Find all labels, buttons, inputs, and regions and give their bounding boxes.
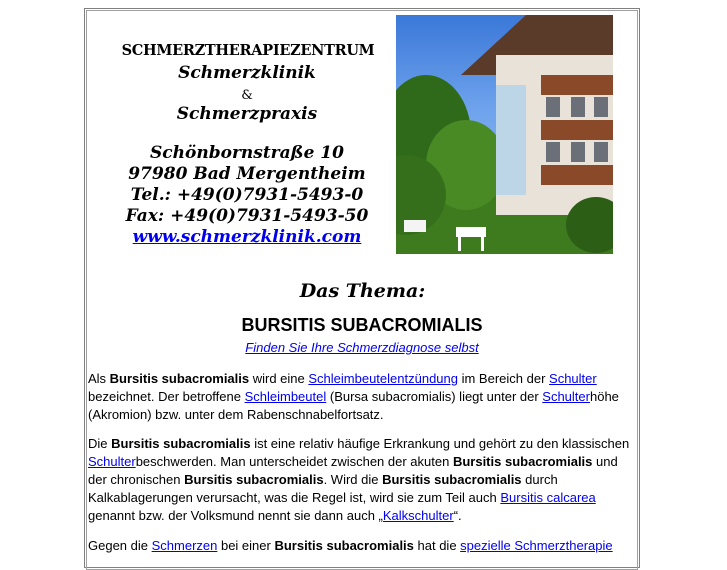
ampersand: & xyxy=(241,88,253,103)
text: hat die xyxy=(413,538,461,553)
paragraph-3 xyxy=(88,537,636,555)
link-schleimbeutel[interactable]: Schleimbeutel xyxy=(244,389,327,404)
website-link[interactable]: www.schmerzklinik.com xyxy=(132,227,362,247)
bold-term: Bursitis subacromialis xyxy=(452,454,593,469)
text: Die xyxy=(88,436,112,451)
bold-term: Bursitis subacromialis xyxy=(382,472,522,487)
text: “. xyxy=(453,508,462,523)
text: (Bursa subacromialis) liegt unter der xyxy=(326,389,543,404)
link-schmerzen[interactable]: Schmerzen xyxy=(151,538,218,553)
text: Gegen die xyxy=(88,538,152,553)
text: durch Kalkablagerungen verursacht, was die Regel ist, wird sie zum Teil auch xyxy=(88,472,558,505)
text: beschwerden. Man unterscheidet zwischen der akuten xyxy=(135,454,453,469)
bold-term: Bursitis subacromialis xyxy=(109,371,250,386)
text: und der chronischen xyxy=(88,454,618,487)
clinic-name: Schmerzklinik xyxy=(178,63,316,83)
page-title: BURSITIS SUBACROMIALIS xyxy=(241,315,483,335)
paragraph-2 xyxy=(88,435,636,525)
fax: Fax: +49(0)7931-5493-50 xyxy=(125,206,369,226)
text: ist eine relativ häufige Erkrankung und gehört zu den klassischen xyxy=(250,436,630,451)
paragraph-1 xyxy=(88,370,636,424)
link-bursitis-calcarea[interactable]: Bursitis calcarea xyxy=(500,490,596,505)
link-schulter[interactable]: Schulter xyxy=(542,389,590,404)
clinic-title: SCHMERZTHERAPIEZENTRUM xyxy=(121,42,375,59)
text: bei einer xyxy=(217,538,275,553)
bold-term: Bursitis subacromialis xyxy=(111,436,251,451)
text: höhe (Akromion) bzw. unter dem Rabenschnabelfortsatz. xyxy=(88,389,619,422)
clinic-building-photo xyxy=(396,15,613,254)
link-spezielle-schmerztherapie[interactable]: spezielle Schmerztherapie xyxy=(460,538,613,553)
text: bezeichnet. Der betroffene xyxy=(88,389,245,404)
text: genannt bzw. der Volksmund nennt sie dann auch „ xyxy=(88,508,383,523)
text: Als xyxy=(88,371,110,386)
text: im Bereich der xyxy=(457,371,550,386)
text: wird eine xyxy=(249,371,309,386)
diagnose-link[interactable]: Finden Sie Ihre Schmerzdiagnose selbst xyxy=(245,340,479,355)
topic-heading: Das Thema: xyxy=(299,280,426,302)
link-schulter[interactable]: Schulter xyxy=(549,371,597,386)
link-schleimbeutelentzuendung[interactable]: Schleimbeutelentzündung xyxy=(308,371,458,386)
address-city: 97980 Bad Mergentheim xyxy=(128,164,366,184)
bold-term: Bursitis subacromialis xyxy=(274,538,414,553)
practice-name: Schmerzpraxis xyxy=(176,104,318,124)
phone: Tel.: +49(0)7931-5493-0 xyxy=(130,185,364,205)
bold-term: Bursitis subacromialis xyxy=(184,472,324,487)
link-kalkschulter[interactable]: Kalkschulter xyxy=(382,508,454,523)
address-street: Schönbornstraße 10 xyxy=(150,143,344,163)
link-schulter[interactable]: Schulter xyxy=(88,454,136,469)
text: . Wird die xyxy=(323,472,383,487)
